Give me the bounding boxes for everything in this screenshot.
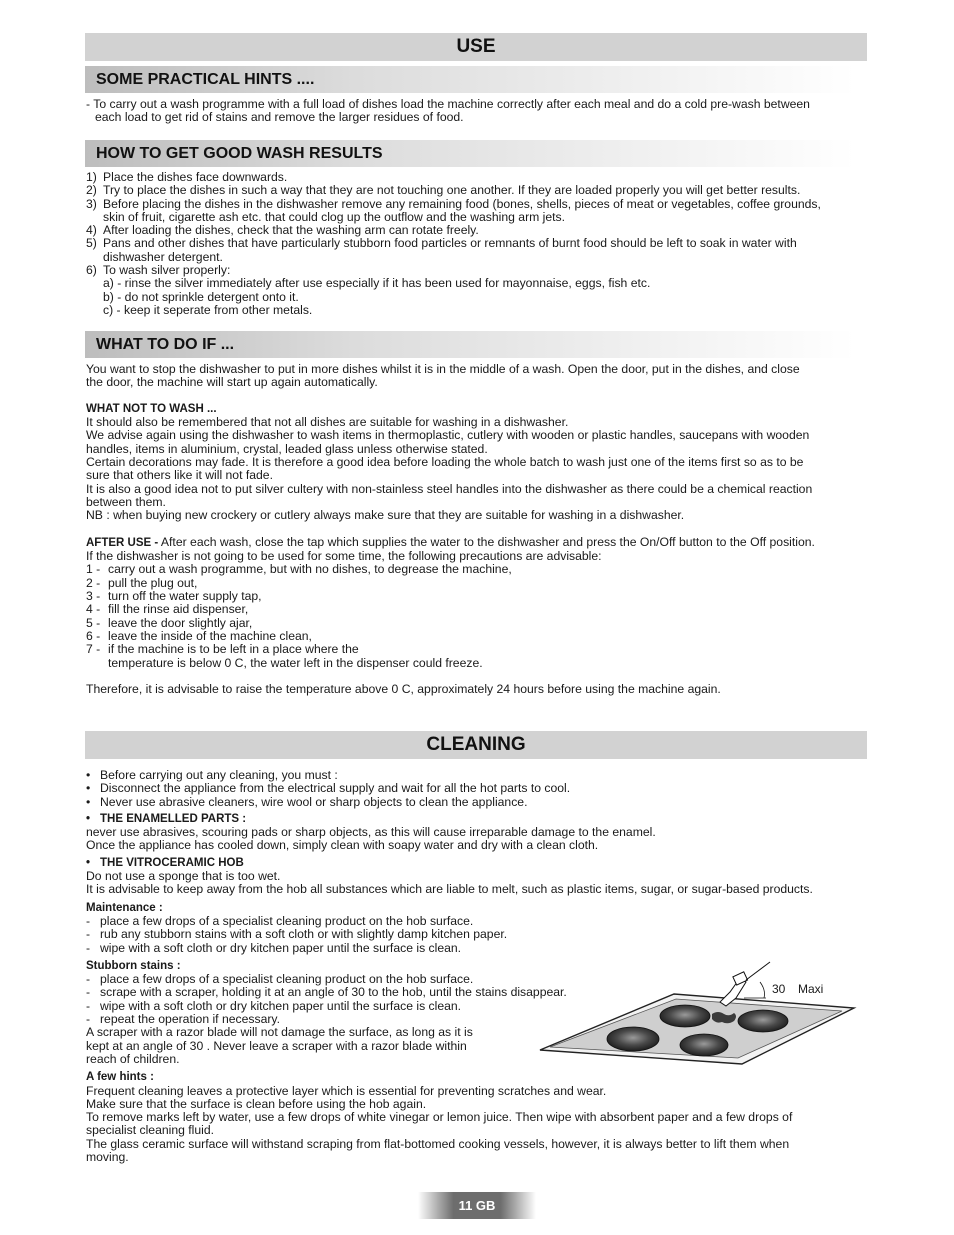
paragraph-line: You want to stop the dishwasher to put in more dishes whilst it is in the middle of a wash. Open the door, put in the dishes, and close bbox=[86, 362, 800, 376]
paragraph-line: The glass ceramic surface will withstand scraping from flat-bottomed cooking vessels, however, it is always better to lift them when bbox=[86, 1136, 790, 1151]
list-item: 7 - if the machine is to be left in a place where the bbox=[86, 642, 359, 657]
list-item: - wipe with a soft cloth or dry kitchen paper until the surface is clean. bbox=[86, 940, 462, 955]
page-number: 11 GB bbox=[418, 1192, 536, 1219]
paragraph-line: It should also be remembered that not all dishes are suitable for washing in a dishwasher. bbox=[86, 415, 569, 430]
silver-item: b) - do not sprinkle detergent onto it. bbox=[103, 289, 299, 304]
paragraph-line: never use abrasives, scouring pads or sharp objects, as this will cause irreparable damage to the enamel. bbox=[86, 825, 656, 840]
wash-results-heading: HOW TO GET GOOD WASH RESULTS bbox=[85, 140, 855, 167]
list-item: - wipe with a soft cloth or dry kitchen paper until the surface is clean. bbox=[86, 998, 462, 1013]
maxi-label: Maxi bbox=[798, 982, 824, 996]
hints-line: each load to get rid of stains and remove the larger residues of food. bbox=[95, 110, 464, 125]
cooking-zone bbox=[680, 1034, 728, 1056]
paragraph-line: Do not use a sponge that is too wet. bbox=[86, 869, 281, 884]
paragraph-line: specialist cleaning fluid. bbox=[86, 1123, 215, 1138]
what-to-do-heading: WHAT TO DO IF ... bbox=[85, 331, 855, 358]
paragraph-line: kept at an angle of 30 . Never leave a scraper with a razor blade within bbox=[86, 1038, 467, 1053]
paragraph-line: between them. bbox=[86, 494, 166, 509]
list-item: • Never use abrasive cleaners, wire wool or sharp objects to clean the appliance. bbox=[86, 794, 528, 809]
after-use-line: AFTER USE - After each wash, close the tap which supplies the water to the dishwasher and press the On/Off button to the Off position. bbox=[86, 534, 815, 549]
what-not-to-wash-heading: WHAT NOT TO WASH ... bbox=[86, 402, 217, 415]
cooking-zone bbox=[738, 1010, 788, 1032]
list-item: - place a few drops of a specialist cleaning product on the hob surface. bbox=[86, 913, 474, 928]
list-item: 4 - fill the rinse aid dispenser, bbox=[86, 602, 249, 617]
list-item: - place a few drops of a specialist cleaning product on the hob surface. bbox=[86, 972, 474, 987]
list-item: 3 - turn off the water supply tap, bbox=[86, 589, 262, 604]
after-use-label: AFTER USE - bbox=[86, 536, 159, 549]
list-item: 5) Pans and other dishes that have particularly stubborn food particles or remnants of burnt food should be left to soak in water with bbox=[86, 236, 797, 251]
list-item: - rub any stubborn stains with a soft cloth or with slightly damp kitchen paper. bbox=[86, 927, 508, 942]
use-section-title: USE bbox=[85, 33, 867, 61]
list-item: - scrape with a scraper, holding it at an angle of 30 to the hob, until the stains disappear. bbox=[86, 985, 567, 1000]
practical-hints-heading: SOME PRACTICAL HINTS .... bbox=[85, 66, 855, 93]
paragraph-line: Make sure that the surface is clean before using the hob again. bbox=[86, 1096, 427, 1111]
list-item: 6) To wash silver properly: bbox=[86, 263, 231, 278]
paragraph-line: It is advisable to keep away from the hob all substances which are liable to melt, such as plastic items, sugar, or sugar-based products. bbox=[86, 882, 813, 897]
paragraph-line: We advise again using the dishwasher to wash items in thermoplastic, cutlery with wooden or plastic handles, saucepans with wooden bbox=[86, 428, 810, 443]
paragraph-line: It is also a good idea not to put silver cultery with non-stainless steel handles into the dishwasher as there could be a chemical reaction bbox=[86, 481, 813, 496]
maintenance-heading: Maintenance : bbox=[86, 901, 163, 914]
paragraph-line: sure that others like it will not fade. bbox=[86, 468, 273, 483]
silver-item: a) - rinse the silver immediately after use especially if it has been used for mayonnaise, eggs, fish etc. bbox=[103, 276, 651, 291]
list-item: 1) Place the dishes face downwards. bbox=[86, 170, 288, 184]
paragraph-line: handles, items in aluminium, crystal, leaded glass unless otherwise stated. bbox=[86, 441, 488, 456]
paragraph-line: A scraper with a razor blade will not damage the surface, as long as it is bbox=[86, 1025, 473, 1040]
hints-line: - To carry out a wash programme with a full load of dishes load the machine correctly after each meal and do a cold pre-wash between bbox=[86, 97, 810, 111]
paragraph-line: Therefore, it is advisable to raise the temperature above 0 C, approximately 24 hours before using the machine again. bbox=[86, 682, 721, 697]
few-hints-heading: A few hints : bbox=[86, 1071, 154, 1084]
paragraph-line: reach of children. bbox=[86, 1051, 180, 1066]
what-to-do-text bbox=[86, 363, 868, 696]
paragraph-line: NB : when buying new crockery or cutlery always make sure that they are suitable for washing in a dishwasher. bbox=[86, 508, 685, 523]
cleaning-section-title: CLEANING bbox=[85, 731, 867, 759]
vitro-heading: • THE VITROCERAMIC HOB bbox=[86, 856, 244, 869]
list-item: 2) Try to place the dishes in such a way that they are not touching one another. If they are loaded properly you will get better results. bbox=[86, 183, 801, 198]
paragraph-line: Frequent cleaning leaves a protective layer which is essential for preventing scratches and wear. bbox=[86, 1083, 607, 1098]
practical-hints-text bbox=[86, 98, 868, 125]
paragraph-line: If the dishwasher is not going to be used for some time, the following precautions are advisable: bbox=[86, 549, 602, 564]
list-item: skin of fruit, cigarette ash etc. that could clog up the outflow and the washing arm jets. bbox=[103, 209, 566, 224]
list-item: • Disconnect the appliance from the electrical supply and wait for all the hot parts to cool. bbox=[86, 781, 571, 796]
paragraph-line: Certain decorations may fade. It is therefore a good idea before loading the whole batch to wash just one of the items first so as to be bbox=[86, 455, 804, 470]
paragraph-line: the door, the machine will start up again automatically. bbox=[86, 375, 378, 390]
list-item: 3) Before placing the dishes in the dishwasher remove any remaining food (bones, shells, pieces of meat or vegetables, coffee grounds, bbox=[86, 196, 821, 211]
cooking-zone bbox=[660, 1005, 710, 1027]
paragraph-line: To remove marks left by water, use a few drops of white vinegar or lemon juice. Then wipe with absorbent paper and a few drops of bbox=[86, 1110, 793, 1125]
paragraph-line: temperature is below 0 C, the water left in the dispenser could freeze. bbox=[108, 655, 483, 670]
stubborn-heading: Stubborn stains : bbox=[86, 959, 181, 972]
silver-item: c) - keep it seperate from other metals. bbox=[103, 302, 313, 317]
paragraph-line: Once the appliance has cooled down, simply clean with soapy water and dry with a clean cloth. bbox=[86, 838, 599, 853]
list-item: - repeat the operation if necessary. bbox=[86, 1012, 280, 1027]
list-item: 6 - leave the inside of the machine clean, bbox=[86, 628, 312, 643]
list-item: 1 - carry out a wash programme, but with no dishes, to degrease the machine, bbox=[86, 562, 512, 577]
hob-scraper-illustration bbox=[534, 958, 864, 1068]
list-item: dishwasher detergent. bbox=[103, 249, 223, 264]
angle-label: 30 bbox=[772, 982, 786, 996]
paragraph-line: moving. bbox=[86, 1150, 129, 1165]
enamel-heading: • THE ENAMELLED PARTS : bbox=[86, 812, 247, 825]
wash-results-list bbox=[86, 171, 868, 317]
list-item: • Before carrying out any cleaning, you must : bbox=[86, 768, 338, 782]
list-item: 4) After loading the dishes, check that the washing arm can rotate freely. bbox=[86, 223, 479, 238]
cooking-zone bbox=[607, 1027, 659, 1051]
list-item: 2 - pull the plug out, bbox=[86, 575, 198, 590]
list-item: 5 - leave the door slightly ajar, bbox=[86, 615, 253, 630]
